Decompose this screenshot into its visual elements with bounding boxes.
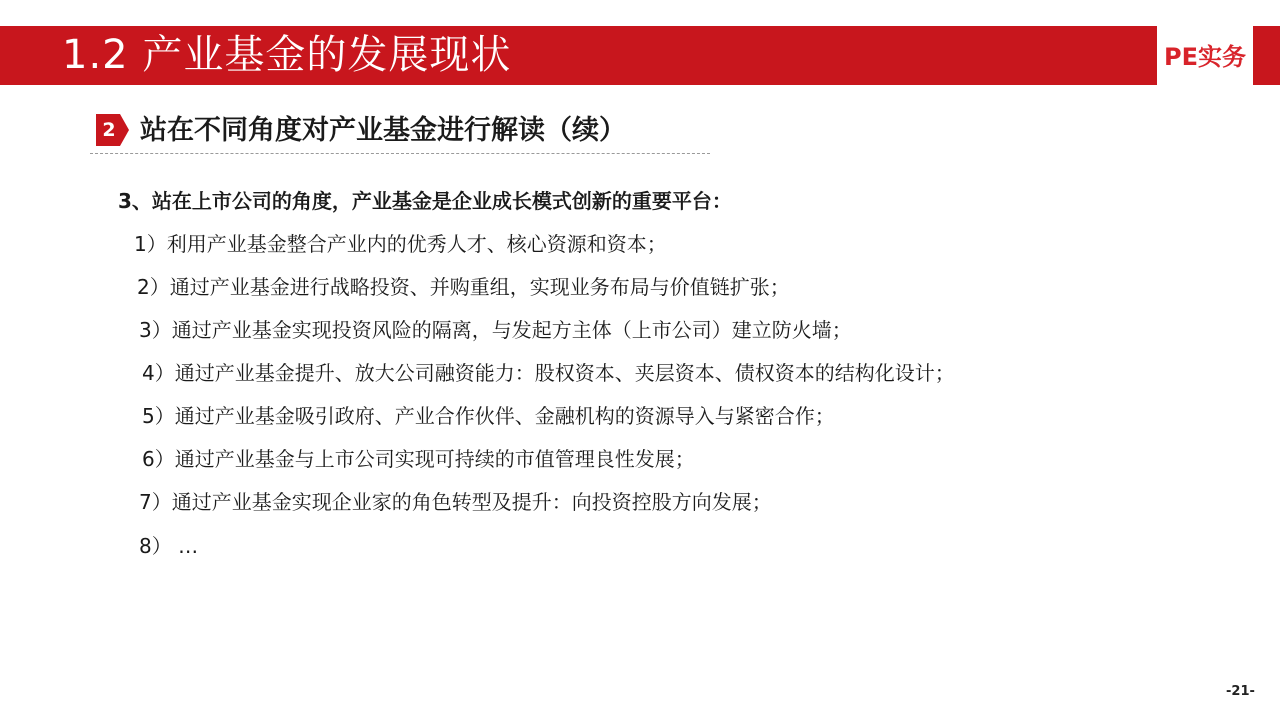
page-number: -21- bbox=[1226, 684, 1255, 699]
list-item: 8） … bbox=[139, 534, 199, 558]
section-title: 站在不同角度对产业基金进行解读（续） bbox=[140, 115, 626, 146]
lead-statement: 3、站在上市公司的角度，产业基金是企业成长模式创新的重要平台： bbox=[118, 189, 732, 213]
list-item: 4）通过产业基金提升、放大公司融资能力：股权资本、夹层资本、债权资本的结构化设计； bbox=[142, 361, 955, 385]
section-number: 2 bbox=[102, 119, 116, 141]
slide-title: 1.2 产业基金的发展现状 bbox=[62, 32, 512, 78]
brand-logo-text: PE实务 bbox=[1164, 43, 1246, 71]
list-item: 3）通过产业基金实现投资风险的隔离，与发起方主体（上市公司）建立防火墙； bbox=[139, 318, 852, 342]
brand-logo-box bbox=[1157, 26, 1253, 85]
list-item: 1）利用产业基金整合产业内的优秀人才、核心资源和资本； bbox=[134, 232, 667, 256]
section-number-badge-icon bbox=[94, 112, 130, 148]
list-item: 6）通过产业基金与上市公司实现可持续的市值管理良性发展； bbox=[142, 447, 695, 471]
list-item: 2）通过产业基金进行战略投资、并购重组，实现业务布局与价值链扩张； bbox=[137, 275, 790, 299]
section-heading bbox=[90, 108, 710, 154]
list-item: 5）通过产业基金吸引政府、产业合作伙伴、金融机构的资源导入与紧密合作； bbox=[142, 404, 835, 428]
list-item: 7）通过产业基金实现企业家的角色转型及提升：向投资控股方向发展； bbox=[139, 490, 772, 514]
